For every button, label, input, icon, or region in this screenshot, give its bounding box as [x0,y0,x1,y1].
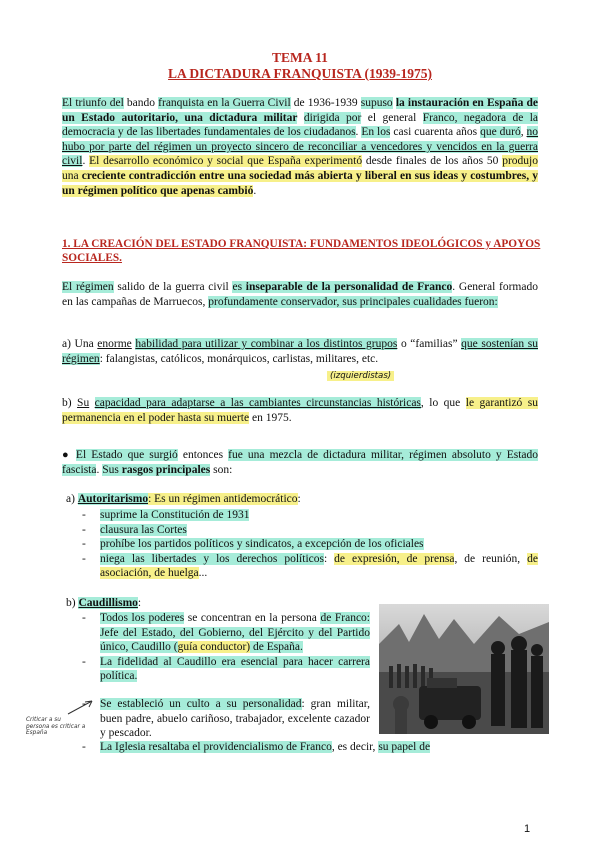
text-run: prohíbe los partidos políticos y sindicatos, a excepción de los oficiales [100,538,424,551]
text-run: produjo una [62,155,538,182]
text-run: en 1975. [249,411,292,424]
list-item [80,537,538,552]
quality-b-paragraph [62,396,538,425]
page-number: 1 [524,823,531,835]
text-run: La Iglesia resaltaba el providencialismo de Franco [100,741,332,753]
text-run: Su [77,397,90,409]
list-item [80,523,538,538]
text-run: b) [66,597,79,609]
text-run: El triunfo del [62,97,124,109]
text-run [297,112,303,124]
text-run: . [355,126,362,139]
text-run: bando [123,97,159,109]
text-run: La fidelidad al Caudillo era esencial para hacer carrera política. [100,655,370,683]
text-run: : [137,597,142,609]
text-run: de asociación, de huelga [100,552,538,580]
list-item [80,508,538,523]
text-run: le garantizó su permanencia en el poder hasta su muerte [62,397,538,424]
text-run: que duró [480,126,521,139]
caudillismo-list-c [80,740,538,755]
section-heading: 1. LA CREACIÓN DEL ESTADO FRANQUISTA: FUNDAMENTOS IDEOLÓGICOS y APOYOS SOCIALES. [62,238,541,264]
text-run: , de reunión, [454,552,528,565]
text-run: salido de la guerra civil [113,281,233,293]
list-item [80,611,370,655]
handwritten-annotation: (izquierdistas) [327,371,394,381]
text-run: no hubo por parte del régimen un proyecto sincero de reconciliar a vencedores y vencidos en la guerra civil [62,126,539,168]
text-run: clausura las Cortes [100,523,187,536]
text-run: rasgos principales [121,463,211,476]
text-run: a) Una [62,338,98,350]
text-run: , lo que [420,397,466,409]
list-item [80,740,538,755]
text-run: entonces [177,449,229,461]
text-run: En los [361,126,391,139]
list-item [80,697,370,741]
text-run: de 1936-1939 [290,97,361,109]
text-run: Se estableció un culto a su personalidad [100,698,302,710]
topic-number: TEMA 11 [272,50,328,65]
text-run: . [82,155,90,168]
text-run: Autoritarismo [77,493,149,505]
text-run: guía conductor) [177,641,251,654]
text-run: son: [210,463,233,476]
text-run: la instauración en España de un Estado autoritario, una dictadura militar [62,97,539,124]
text-run: suprime la Constitución de 1931 [100,509,250,521]
text-run: inseparable de la personalidad de Franco [245,281,453,293]
handwritten-margin-note: Criticar a su persona es criticar a España [26,717,86,737]
bullet-icon: ● [62,449,71,461]
estado-text [62,449,538,476]
text-run: Caudillismo [78,597,138,609]
intro-paragraph [62,96,538,198]
text-run: : Es un régimen antidemocrático [148,493,298,505]
page-title: LA DICTADURA FRANQUISTA (1939-1975) [168,66,432,81]
text-run [89,397,94,409]
arrow-icon [66,699,96,715]
text-run: su papel de [378,741,431,753]
text-run: que sostenían su régimen [62,338,538,365]
text-run: Franco, negadora de la democracia y de las libertades fundamentales de los ciudadanos [62,111,539,139]
text-run: casi cuarenta años [390,126,481,139]
text-run: : [323,552,335,565]
text-run: Todos los poderes [100,612,185,624]
text-run: : gran militar, buen padre, abuelo cariñoso, trabajador, excelente cazador y pescador. [100,698,371,740]
text-run: capacidad para adaptarse a las cambiantes circunstancias históricas [94,397,421,409]
photo-illustration [379,604,549,734]
text-run: : [297,493,301,505]
text-run: franquista en la Guerra Civil [158,97,291,109]
text-run: fue una mezcla de dictadura militar, régimen absoluto y Estado fascista [62,449,539,476]
text-run: El régimen [62,281,114,293]
text-run: es [232,281,246,293]
text-run: , [520,126,527,139]
text-run: . General formado en las campañas de Marruecos, [62,281,538,308]
text-run: . [96,463,103,476]
text-run: supuso [360,97,393,109]
text-run: creciente contradicción entre una sociedad más abierta y liberal en sus ideas y costumbres, y un régimen político que apenas cambió [62,169,539,197]
text-run: Sus [102,463,122,476]
autoritarismo-head [66,492,542,507]
text-run: : falangistas, católicos, monárquicos, carlistas, militares, etc. [99,352,379,365]
list-item [80,655,370,684]
text-run: ... [198,567,208,580]
text-run: de Franco: Jefe del Estado, del Gobierno, del Ejército y del Partido único, Caudillo ( [100,612,370,654]
regimen-paragraph [62,280,538,309]
text-run: el general [361,111,423,124]
caudillismo-list-a [80,611,370,684]
text-run: enorme [97,338,132,350]
text-run: . [253,184,257,197]
caudillismo-list-b [80,697,370,741]
list-item [80,552,538,581]
text-run: desde finales de los años 50 [362,155,503,168]
text-run: habilidad para utilizar y combinar a los distintos grupos [135,338,398,350]
text-run: El Estado que surgió [75,449,178,461]
autoritarismo-list [80,508,538,581]
historical-photo [379,604,549,734]
text-run: dirigida por [303,111,362,124]
text-run: de expresión, de prensa [334,552,455,565]
text-run: se concentran en la persona [184,612,321,624]
text-run: profundamente conservador, sus principales cualidades fueron: [208,295,498,308]
text-run: El desarrollo económico y social que España experimentó [89,155,363,168]
caudillismo-head [66,596,366,611]
text-run: , es decir, [331,741,379,753]
text-run: o “familias” [397,338,462,350]
quality-a-paragraph [62,337,538,366]
estado-paragraph [62,448,538,477]
text-run: a) [66,493,78,505]
text-run: b) [62,397,78,409]
text-run: niega las libertades y los derechos políticos [100,552,324,565]
text-run: de España. [250,641,303,654]
